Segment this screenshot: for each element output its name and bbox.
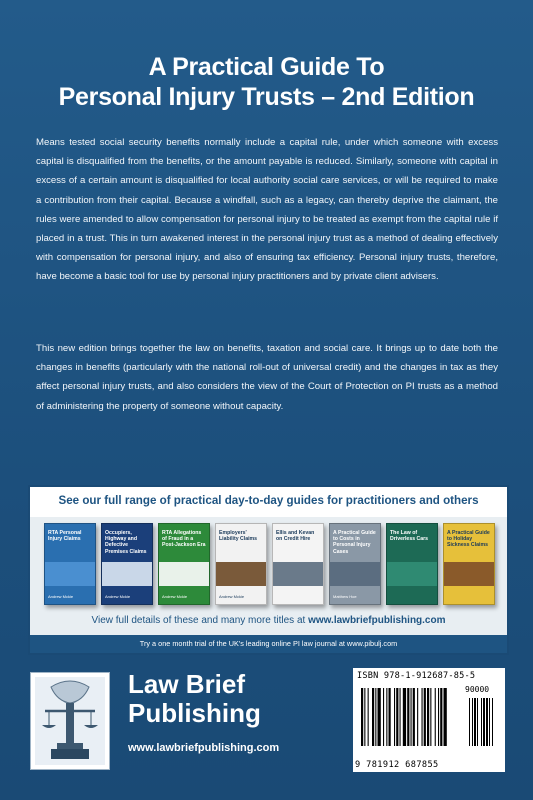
- book-cover-title: RTA Allegations of Fraud in a Post-Jackson Era: [162, 530, 206, 549]
- barcode-bar: [375, 688, 376, 746]
- barcode-bar: [386, 688, 387, 746]
- book-cover-author: Andrew Mckie: [162, 594, 188, 599]
- book-cover-author: Matthew Hoe: [333, 594, 357, 599]
- book-cover-image: [45, 562, 95, 586]
- promo-panel: [28, 485, 509, 655]
- publisher-url[interactable]: www.lawbriefpublishing.com: [128, 742, 280, 754]
- promo-link-line: [30, 615, 507, 626]
- barcode-addon-bar: [469, 698, 470, 746]
- book-cover-author: Andrew Mckie: [219, 594, 245, 599]
- promo-header: [30, 487, 507, 517]
- book-cover-title: A Practical Guide to Holiday Sickness Claims: [447, 530, 490, 549]
- barcode-bar: [400, 688, 401, 746]
- book-cover: [44, 523, 96, 605]
- blurb-paragraph-2: This new edition brings together the law on benefits, taxation and social care. It brings up to date both the changes in benefits (particularly with the national roll-out of universal credit) and the changes in tax as they affect personal injury trusts, and also considers the view of the Court of Protection on PI trusts as a method of administering the property of someone without capacity.: [36, 343, 498, 412]
- book-cover-image: [387, 562, 437, 586]
- publisher-logo: [30, 672, 110, 770]
- barcode-bars: [359, 684, 499, 756]
- barcode-bar: [411, 688, 412, 746]
- book-cover-image: [330, 562, 380, 586]
- barcode-bar: [372, 688, 374, 746]
- book-title-line1: A Practical Guide To: [148, 53, 385, 81]
- barcode-bar: [389, 688, 391, 746]
- book-cover: [443, 523, 495, 605]
- barcode-addon: 90000: [465, 685, 490, 694]
- isbn-text: ISBN 978-1-912687-85-5: [357, 671, 476, 681]
- book-title: [0, 52, 533, 112]
- book-cover-title: Ellis and Kevan on Credit Hire: [276, 530, 315, 543]
- barcode-bar: [364, 688, 365, 746]
- barcode-bar: [396, 688, 398, 746]
- barcode-addon-bar: [481, 698, 482, 746]
- barcode-bar: [422, 688, 423, 746]
- barcode-bar: [424, 688, 426, 746]
- book-cover-title: A Practical Guide to Costs in Personal Injury Cases: [333, 530, 376, 555]
- book-cover-image: [444, 562, 494, 586]
- barcode-bar: [427, 688, 429, 746]
- book-cover-title: The Law of Driverless Cars: [390, 530, 429, 543]
- book-title-line2: Personal Injury Trusts – 2nd Edition: [58, 83, 475, 111]
- book-cover: [101, 523, 153, 605]
- book-cover-image: [159, 562, 209, 586]
- barcode-addon-bar: [472, 698, 473, 746]
- book-cover-image: [216, 562, 266, 586]
- publisher-name: [128, 670, 261, 728]
- barcode-bar: [444, 688, 447, 746]
- barcode-bar: [430, 688, 431, 746]
- barcode-bar: [438, 688, 439, 746]
- book-cover: [329, 523, 381, 605]
- book-cover-title: RTA Personal Injury Claims: [48, 530, 82, 543]
- book-cover-title: Employers' Liability Claims: [219, 530, 258, 543]
- barcode-addon-bar: [486, 698, 488, 746]
- barcode-addon-bar: [489, 698, 490, 746]
- barcode-bar: [394, 688, 395, 746]
- promo-footer: Try a one month trial of the UK's leading online PI law journal at www.pibulj.com: [30, 635, 507, 653]
- barcode-bar: [403, 688, 406, 746]
- isbn-barcode: [353, 668, 505, 772]
- publisher-name-line1: Law Brief: [128, 669, 246, 699]
- barcode-addon-bar: [477, 698, 478, 746]
- barcode-bar: [378, 688, 381, 746]
- barcode-bar: [383, 688, 384, 746]
- publisher-name-line2: Publishing: [128, 698, 261, 728]
- book-cover-author: Andrew Mckie: [48, 594, 74, 599]
- promo-heading: See our full range of practical day-to-day guides for practitioners and others: [58, 494, 479, 507]
- promo-link-url[interactable]: www.lawbriefpublishing.com: [308, 615, 446, 626]
- barcode-addon-bar: [492, 698, 493, 746]
- publisher-block: [30, 668, 320, 768]
- barcode-number: 9 781912 687855: [355, 760, 439, 770]
- book-cover-author: Andrew Mckie: [105, 594, 131, 599]
- barcode-addon-bar: [483, 698, 485, 746]
- book-cover-image: [102, 562, 152, 586]
- book-cover: [215, 523, 267, 605]
- book-cover-image: [273, 562, 323, 586]
- book-cover: [158, 523, 210, 605]
- barcode-bar: [368, 688, 369, 746]
- barcode-bar: [413, 688, 415, 746]
- justice-statue-icon: [31, 673, 109, 769]
- book-cover: [272, 523, 324, 605]
- blurb-paragraph-1: Means tested social security benefits normally include a capital rule, under which someone with excess capital is disqualified from the benefits, or the amount payable is reduced. Similarly, someone with capital in excess of a certain amount is disqualified for local authority social care services, or will be required to make a contribution from their capital. Because a windfall, such as a legacy, can thereby deprive the claimant, the rules were amended to allow compensation for personal injury to be treated as exempt from the capital rule if placed in a trust. This in turn awakened interest in the personal injury trust as a method of dealing effectively with compensation for personal injury, and also of ensuring tax efficiency. Personal injury trusts, therefore, have become a basic tool for use by personal injury practitioners and by private client advisers.: [36, 137, 498, 283]
- promo-link-prefix: View full details of these and many more titles at: [91, 615, 309, 626]
- barcode-bar: [440, 688, 442, 746]
- book-covers-row: [40, 523, 500, 613]
- barcode-addon-bar: [474, 698, 476, 746]
- barcode-bar: [407, 688, 409, 746]
- book-cover-title: Occupiers, Highway and Defective Premises Claims: [105, 530, 147, 555]
- book-cover: [386, 523, 438, 605]
- barcode-bar: [361, 688, 363, 746]
- barcode-bar: [417, 688, 418, 746]
- barcode-bar: [435, 688, 436, 746]
